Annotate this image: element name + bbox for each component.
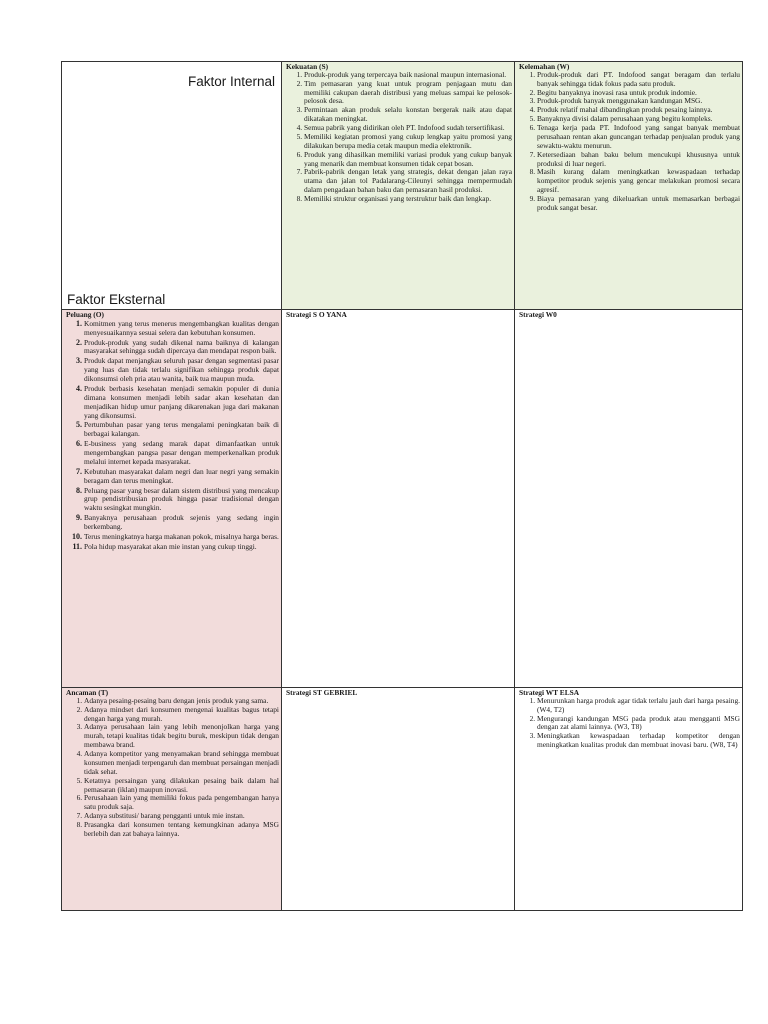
opportunity-item: 3. Produk dapat menjangkau seluruh pasar dengan segmentasi pasar yang luas dan tidak terlalu signifikan sehingga produk dapat dikonsumsi oleh pria atau wanita, baik tua maupun muda. [84,356,279,384]
threat-item: 2. Adanya mindset dari konsumen mengenai kualitas bagus tetapi dengan harga yang murah. [84,706,279,724]
weakness-item: 1. Produk-produk dari PT. Indofood sangat beragam dan terlalu banyak sehingga tidak fokus pada satu produk. [537,71,740,89]
weakness-item: 3. Produk-produk banyak menggunakan kandungan MSG. [537,97,740,106]
threat-item: 7. Adanya substitusi/ barang pengganti untuk mie instan. [84,812,279,821]
opportunity-item: 9. Banyaknya perusahaan produk sejenis yang sedang ingin berkembang. [84,513,279,532]
threat-item: 1. Adanya pesaing-pesaing baru dengan jenis produk yang sama. [84,697,279,706]
weakness-item: 9. Biaya pemasaran yang dikeluarkan untuk memasarkan berbagai produk sangat besar. [537,195,740,213]
opportunity-item: 6. E-business yang sedang marak dapat dimanfaatkan untuk mengembangkan pangsa pasar dengan memperkenalkan produk melalui internet kepada masyarakat. [84,439,279,467]
threat-item: 4. Adanya kompetitor yang menyamakan brand sehingga membuat konsumen menjadi terpengaruh dan membuat persaingan menjadi tidak sehat. [84,750,279,777]
weaknesses-title: Kelemahan (W) [519,62,570,71]
weaknesses-list [515,71,742,213]
wt-strategy-list [515,697,742,750]
swot-matrix-table [61,61,743,911]
threats-list [62,697,281,839]
weakness-item: 6. Tenaga kerja pada PT. Indofood yang sangat banyak membuat perusahaan rentan akan guncangan terhadap penjualan produk yang sewaktu-waktu menurun. [537,124,740,151]
weakness-item: 8. Masih kurang dalam meningkatkan kewaspadaan terhadap kompetitor produk sejenis yang gencar melakukan promosi secara agresif. [537,168,740,195]
strength-item: 4. Semua pabrik yang didirikan oleh PT. Indofood sudah tersertifikasi. [304,124,512,133]
opportunity-item: 7. Kebutuhan masyarakat dalam negri dan luar negri yang semakin beragam dan terus meningkat. [84,467,279,486]
strengths-cell [282,62,515,310]
opportunity-item: 1. Komitmen yang terus menerus mengembangkan kualitas dengan menyesuaikannya sesuai selera dan kebutuhan konsumen. [84,319,279,338]
so-strategy-cell [282,310,515,688]
wt-strategy-item: 1. Menurunkan harga produk agar tidak terlalu jauh dari harga pesaing. (W4, T2) [537,697,740,715]
wo-strategy-title: Strategi W0 [519,310,557,319]
opportunity-item: 8. Peluang pasar yang besar dalam sistem distribusi yang mencakup grup pendistribusian produk hingga pasar tradisional dengan waktu sesingkat mungkin. [84,486,279,514]
wt-strategy-cell [515,688,743,911]
strength-item: 1. Produk-produk yang terpercaya baik nasional maupun internasional. [304,71,512,80]
faktor-eksternal-label: Faktor Eksternal [67,292,166,307]
opportunity-item: 4. Produk berbasis kesehatan menjadi semakin populer di dunia dimana konsumen menjadi lebih sadar akan kesehatan dan menjadikan hidup umur panjang dikarenakan juga dari makanan yang dikonsumsi. [84,384,279,421]
opportunity-item: 5. Pertumbuhan pasar yang terus mengalami peningkatan baik di berbagai kalangan. [84,420,279,439]
strengths-list [282,71,514,204]
threat-item: 3. Adanya perusahaan lain yang lebih menonjolkan harga yang murah, tetapi kualitas tidak begitu buruk, meskipun tidak dengan membawa brand. [84,723,279,750]
strength-item: 7. Pabrik-pabrik dengan letak yang strategis, dekat dengan jalan raya utama dan jalan tol Padalarang-Cileunyi sehingga mempermudah dalam pengadaan bahan baku dan pemasaran hasil produksi. [304,168,512,195]
weakness-item: 5. Banyaknya divisi dalam perusahaan yang begitu kompleks. [537,115,740,124]
threats-title: Ancaman (T) [66,688,109,697]
wo-strategy-cell [515,310,743,688]
strength-item: 3. Permintaan akan produk selalu konstan bergerak naik atau dapat dikatakan meningkat. [304,106,512,124]
opportunities-list [62,319,281,552]
opportunities-cell [62,310,282,688]
opportunity-item: 10. Terus meningkatnya harga makanan pokok, misalnya harga beras. [84,532,279,542]
st-strategy-cell [282,688,515,911]
opportunity-item: 11. Pola hidup masyarakat akan mie instan yang cukup tinggi. [84,542,279,552]
st-strategy-title: Strategi ST GEBRIEL [286,688,358,697]
weakness-item: 4. Produk relatif mahal dibandingkan produk pesaing lainnya. [537,106,740,115]
strengths-title: Kekuatan (S) [286,62,329,71]
threats-cell [62,688,282,911]
strength-item: 8. Memiliki struktur organisasi yang terstruktur baik dan lengkap. [304,195,512,204]
corner-cell [62,62,282,310]
opportunity-item: 2. Produk-produk yang sudah dikenal nama baiknya di kalangan masyarakat sehingga sudah dipercaya dan mendapat respon baik. [84,338,279,357]
opportunities-title: Peluang (O) [66,310,104,319]
strength-item: 6. Produk yang dihasilkan memiliki variasi produk yang cukup banyak yang menarik dan membuat konsumen tidak cepat bosan. [304,151,512,169]
so-strategy-title: Strategi S O YANA [286,310,347,319]
wt-strategy-title: Strategi WT ELSA [519,688,580,697]
threat-item: 8. Prasangka dari konsumen tentang kemungkinan adanya MSG berlebih dan zat bahaya lainnya. [84,821,279,839]
threat-item: 6. Perusahaan lain yang memiliki fokus pada pengembangan hanya satu produk saja. [84,794,279,812]
weaknesses-cell [515,62,743,310]
strength-item: 5. Memiliki kegiatan promosi yang cukup lengkap yaitu promosi yang dilakukan berupa media cetak maupun media elektronik. [304,133,512,151]
threat-item: 5. Ketatnya persaingan yang dilakukan pesaing baik dalam hal pemasaran (iklan) maupun inovasi. [84,777,279,795]
strength-item: 2. Tim pemasaran yang kuat untuk program penjagaan mutu dan memiliki cakupan daerah distribusi yang meluas sampai ke pelosok-pelosok desa. [304,80,512,107]
weakness-item: 2. Begitu banyaknya inovasi rasa untuk produk indomie. [537,89,740,98]
faktor-internal-label: Faktor Internal [187,74,275,89]
wt-strategy-item: 2. Mengurangi kandungan MSG pada produk atau mengganti MSG dengan zat alami lainnya. (W3, T8) [537,715,740,733]
weakness-item: 7. Ketersediaan bahan baku belum mencukupi khususnya untuk produksi di luar negeri. [537,151,740,169]
wt-strategy-item: 3. Meningkatkan kewaspadaan terhadap kompetitor dengan meningkatkan kualitas produk dan membuat inovasi baru. (W8, T4) [537,732,740,750]
